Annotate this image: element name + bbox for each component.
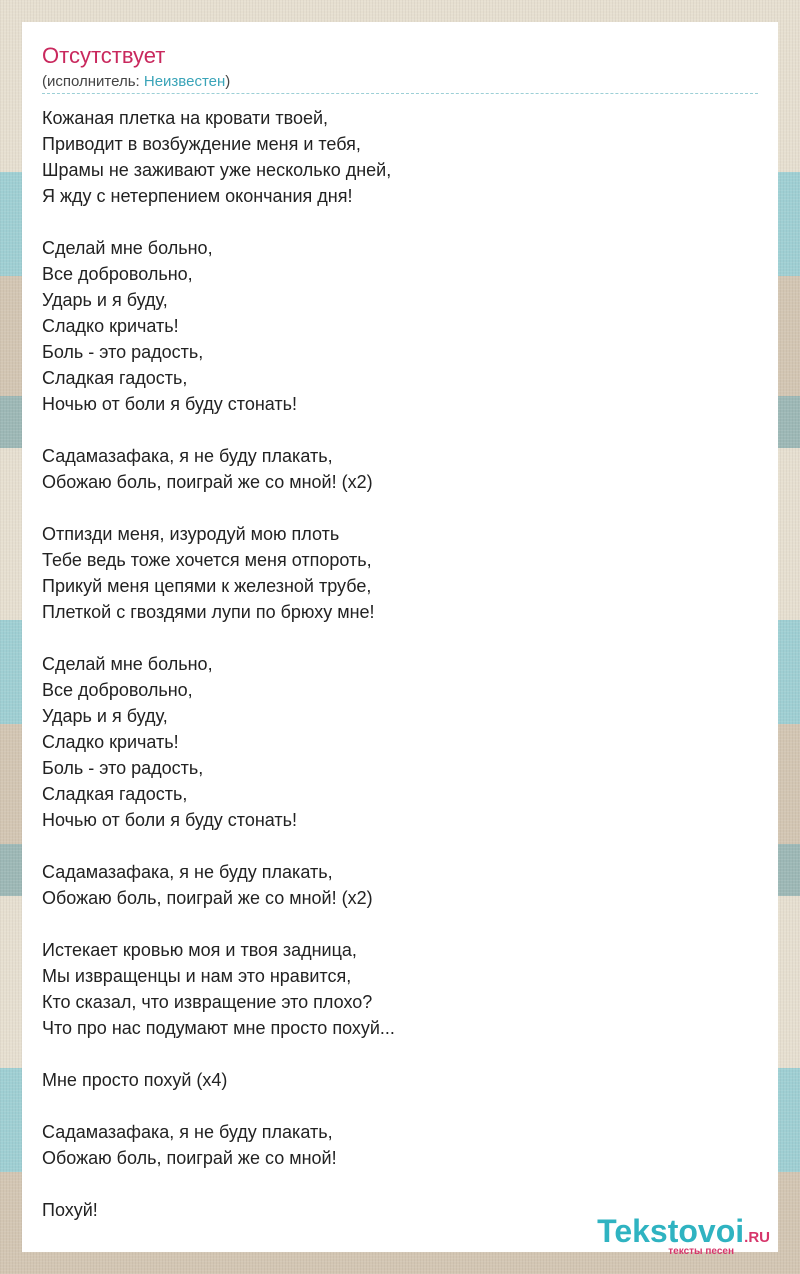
artist-link[interactable]: Неизвестен [143, 73, 226, 90]
byline-prefix: (исполнитель: [42, 73, 144, 90]
logo-tagline: тексты песен [668, 1246, 734, 1257]
dashed-divider [42, 93, 758, 94]
site-logo[interactable] [597, 1213, 770, 1257]
lyrics-text: Кожаная плетка на кровати твоей, Приводит в возбуждение меня и тебя, Шрамы не заживают уже несколько дней, Я жду с нетерпением окончания дня! Сделай мне больно, Все добровольно, Ударь и я буду, Сладко кричать! Боль - это радость, Сладкая гадость, Ночью от боли я буду стонать! Садамазафака, я не буду плакать, Обожаю боль, поиграй же со мной! (x2) Отпизди меня, изуродуй мою плоть Тебе ведь тоже хочется меня отпороть, Прикуй меня цепями к железной трубе, Плеткой с гвоздями лупи по брюху мне! Сделай мне больно, Все добровольно, Ударь и я буду, Сладко кричать! Боль - это радость, Сладкая гадость, Ночью от боли я буду стонать! Садамазафака, я не буду плакать, Обожаю боль, поиграй же со мной! (x2) Истекает кровью моя и твоя задница, Мы извращенцы и нам это нравится, Кто сказал, что извращение это плохо? Что про нас подумают мне просто похуй... Мне просто похуй (x4) Садамазафака, я не буду плакать, Обожаю боль, поиграй же со мной! Похуй! [42, 108, 395, 1220]
logo-domain: .RU [744, 1229, 770, 1246]
byline-suffix: ) [225, 73, 231, 90]
song-title: Отсутствует [42, 43, 166, 68]
artist-byline [42, 72, 230, 92]
lyrics-card [22, 22, 778, 1257]
logo-wordmark: Tekstovoi [597, 1213, 745, 1249]
